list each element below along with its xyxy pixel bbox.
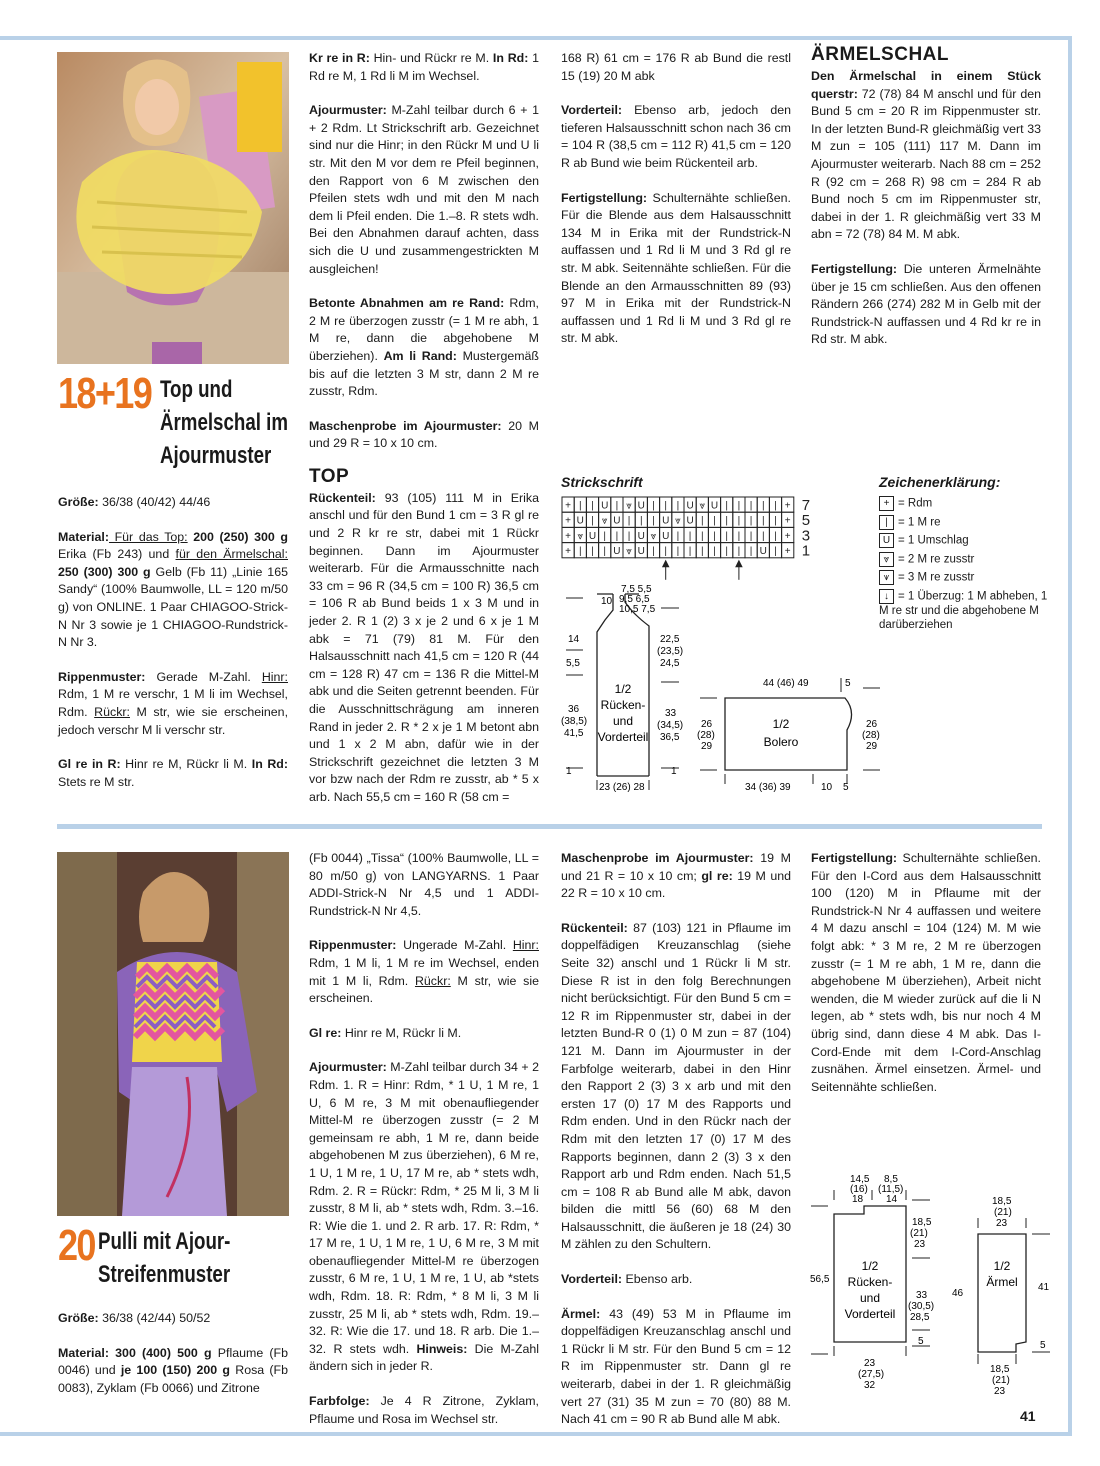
chart-cell-symbol: | <box>700 546 704 558</box>
schema-c-label2: Rücken- <box>847 1275 893 1289</box>
schema-a-right2a: 33 <box>665 708 677 719</box>
schema-d-bottom-r: 5 <box>1040 1340 1046 1351</box>
chart-cell-symbol: | <box>749 500 753 512</box>
p2-maschenprobe-text: 19 M und 21 R = 10 x 10 cm; <box>561 851 791 883</box>
chart-cell-symbol: | <box>603 530 607 542</box>
p2-material-text: Rosa (Fb 0083), Zyklam (Fb 0066) und Zitrone <box>58 1363 288 1395</box>
pattern2-col3 <box>561 850 791 1429</box>
schema-d-top-c: 23 <box>996 1218 1008 1229</box>
schema-d-label1: 1/2 <box>993 1259 1011 1273</box>
legend-item <box>879 515 1049 530</box>
p2-maschenprobe-glre: gl re: <box>701 868 733 883</box>
chart-cell-symbol: | <box>749 530 753 542</box>
glre-label: Gl re in R: <box>58 757 121 772</box>
material-amount: 250 (300) 300 g <box>58 564 151 579</box>
schema-c-right-a: 18,5 <box>912 1217 932 1228</box>
material-text: Für das Top: <box>108 529 188 544</box>
chart-cell-symbol: ⩔ <box>650 530 657 542</box>
p2-rippen-text: Rdm, 1 M li, 1 M re im Wechsel, enden mit 1 M li, Rdm. <box>309 955 539 988</box>
schema-b-bottom-r2: 5 <box>843 782 849 793</box>
schema-b-right-a: 26 <box>866 719 878 730</box>
schema-c-bottom-b: (27,5) <box>858 1369 885 1380</box>
schema-c-label1: 1/2 <box>861 1259 879 1273</box>
legend-text: = Rdm <box>898 497 933 510</box>
pattern2-col4 <box>811 850 1041 1096</box>
legend-item <box>879 570 1049 585</box>
legend-item <box>879 589 1049 632</box>
chart-row-number: 3 <box>801 527 811 545</box>
chart-cell-symbol: | <box>725 515 729 527</box>
schema-d-bottom-a: 18,5 <box>990 1364 1010 1375</box>
schema-c-mid-b: (30,5) <box>908 1301 935 1312</box>
chart-cell-symbol: | <box>700 515 704 527</box>
p2-material-amount: je 100 (150) 200 g <box>120 1363 230 1378</box>
chart-cell-symbol: | <box>627 530 631 542</box>
krre-text: Hin- und Rückr re M. <box>369 51 493 65</box>
schema-d-right: 41 <box>1038 1282 1050 1293</box>
rueckenteil-label: Rückenteil: <box>309 490 376 505</box>
rueckenteil-text: 93 (105) 111 M in Erika anschl und für den Bund 1 cm = 3 R gl re und 2 R kr re str, dabei mit 1 Rückr beginnen. Dann im Ajourmuster weiterarb. Für die Armausschnitte nach 33 cm = 96 R (34,5 cm = 100 R) 36,5 cm = 106 R ab Bund beids 1 x 3 M und in jeder 2. R 1 (2) 3 x je 2 und 6 x je 1 M abk = 71 (79) 81 M. Für den Halsausschnitt nach 41,5 cm = 120 R (44 cm = 128 R) 47 cm = 136 R die Mittel-M abk und die Seiten getrennt beenden. Für die Ausschnittschrägung am inneren Rand in jeder 2. R * 2 x je 1 M betont abn und 1 x 2 M abn, dafür wie in der Strickschrift gezeichnet die letzten 3 M vor bzw nach der Rdm re zusstr, ab * 5 x arb. Nach 55,5 cm = 160 R (58 cm = <box>309 490 539 804</box>
schema-c-bottom-c: 32 <box>864 1380 876 1391</box>
chart-cell-symbol: U <box>710 500 719 512</box>
schema-c-top1b: (16) <box>850 1184 868 1195</box>
section-divider <box>57 824 1042 829</box>
schema-d-bottom-b: (21) <box>992 1375 1010 1386</box>
schema-c-mid-c: 28,5 <box>910 1312 930 1323</box>
chart-cell-symbol: U <box>759 546 767 558</box>
chart-cell-symbol: | <box>749 546 753 558</box>
krre-rd-label: In Rd: <box>492 51 529 65</box>
legend-symbol-icon: ⩛ <box>879 570 894 585</box>
chart-cell-symbol: ⩔ <box>601 515 608 527</box>
schema-c-top1c: 18 <box>852 1194 864 1205</box>
aermelschal-fertig-label: Fertigstellung: <box>811 261 898 276</box>
pattern1-title-line2: Ärmelschal im <box>160 409 288 436</box>
schema-a-right1c: 24,5 <box>660 658 680 669</box>
schema-b-bottom: 34 (36) 39 <box>745 782 791 793</box>
p2-rippen-text: M str, wie sie erscheinen. <box>309 973 540 1006</box>
page-frame-top <box>0 36 1072 40</box>
legend-symbol-icon: + <box>879 496 894 511</box>
chart-cell-symbol: | <box>774 546 777 558</box>
chart-cell-symbol: | <box>761 500 765 512</box>
pattern2-title-line1: Pulli mit Ajour- <box>98 1228 231 1255</box>
groesse-label: Größe: <box>58 495 99 509</box>
ajour-label: Ajourmuster: <box>309 103 387 118</box>
chart-cell-symbol: | <box>725 500 729 512</box>
schema-a-right1b: (23,5) <box>657 646 684 657</box>
schema-d-left: 46 <box>952 1288 964 1299</box>
p2-rueckenteil-text: 87 (103) 121 in Pflaume im doppelfädigen Kreuzanschlag (siehe Seite 32) anschl und 1 Rückr li M str. Diese R ist in den folg Berechnungen nicht berücksichtigt. Für den Bund 5 cm = 12 R im Rippenmuster str, dabei in der letzten Bund-R 0 (1) 0 M zun = 87 (104) 121 M. Dann im Ajourmuster in der Farbfolge weiterarb, dabei in den Hinr den Rapport 2 (3) 3 x arb und mit den ersten 17 (0) 17 M des Rapports und Rdm enden. Und in den Rückr nach der Rdm mit den letzten 17 (0) 17 M des Rapports beginnen, dann 2 (3) 3 x den Rapport arb und Rdm enden. Nach 51,5 cm = 108 R ab Bund alle M abk, davon bilden die mittl 56 (60) 68 M den Halsausschnitt, die äußeren je 18 (24) 30 M zählen zu den Schultern. <box>561 920 791 1252</box>
chart-cell-symbol: ⩔ <box>699 500 706 512</box>
chart-cell-symbol: | <box>603 546 607 558</box>
chart-cell-symbol: U <box>662 530 670 542</box>
chart-cell-symbol: | <box>578 500 582 512</box>
chart-cell-symbol: | <box>749 515 753 527</box>
chart-cell-symbol: | <box>591 515 594 527</box>
schema-a-left3a: 36 <box>568 704 580 715</box>
chart-cell-symbol: | <box>713 530 716 542</box>
material-amount: 200 (250) 300 g <box>187 529 288 544</box>
top-heading: TOP <box>309 465 350 487</box>
schema-c-top2b: (11,5) <box>878 1184 904 1195</box>
schema-c-top2c: 14 <box>886 1194 898 1205</box>
chart-cell-symbol: | <box>761 530 765 542</box>
p2-groesse-value: 36/38 (42/44) 50/52 <box>98 1311 211 1325</box>
schema-a-bottom-left: 1 <box>566 766 572 777</box>
schema-b-label1: 1/2 <box>772 717 790 731</box>
page-frame-bottom <box>0 1432 1072 1436</box>
p2-rippen-rueckr: Rückr: <box>414 973 451 988</box>
p2-vorderteil-label: Vorderteil: <box>561 1272 623 1287</box>
pattern2-col2 <box>309 850 539 1428</box>
chart-cell-symbol: | <box>652 515 655 527</box>
krre-label: Kr re in R: <box>309 51 370 65</box>
betonte-text: Rdm, 2 M re überzogen zusstr (= 1 M re abh, 1 M re, dann die abgehobene M überziehen). <box>309 296 540 363</box>
p2-fertigstellung-label: Fertigstellung: <box>811 851 898 865</box>
schema-c-left: 56,5 <box>810 1274 830 1285</box>
p2-vorderteil-text: Ebenso arb. <box>622 1272 693 1287</box>
schema-c-right-c: 23 <box>914 1239 926 1250</box>
legend-title: Zeichenerklärung: <box>879 474 1001 490</box>
schema-c-label4: Vorderteil <box>844 1307 896 1321</box>
fertigstellung-label: Fertigstellung: <box>561 190 648 205</box>
p2-farbfolge-label: Farbfolge: <box>309 1394 370 1409</box>
chart-cell-symbol: | <box>688 546 692 558</box>
p2-ajour-label: Ajourmuster: <box>309 1060 387 1075</box>
chart-cell-symbol: | <box>774 515 777 527</box>
schema-b-left-b: (28) <box>697 730 715 741</box>
pattern1-number: 18+19 <box>58 369 152 418</box>
chart-cell-symbol: | <box>713 515 716 527</box>
chart-cell-symbol: ⩔ <box>626 546 632 558</box>
schema-c-label3: und <box>859 1291 881 1305</box>
schema-a-left2: 5,5 <box>566 658 580 669</box>
legend-text: = 1 M re <box>898 516 941 529</box>
schema-pulli-sleeve <box>946 1192 1056 1398</box>
schema-pulli-body <box>806 1170 946 1398</box>
chart-cell-symbol: U <box>613 546 621 558</box>
rippen-text: M str, wie sie erscheinen, jedoch verschr M li verschr str. <box>58 704 289 737</box>
schema-c-top1a: 14,5 <box>850 1174 870 1185</box>
chart-cell-symbol: | <box>615 500 619 512</box>
p2-maschenprobe-text: 19 M und 22 R = 10 x 10 cm. <box>561 868 791 901</box>
schema-c-mid-a: 33 <box>916 1290 928 1301</box>
chart-cell-symbol: ⩔ <box>577 530 584 542</box>
chart-cell-symbol: + <box>565 530 572 542</box>
schema-c-bottom-r: 5 <box>918 1336 924 1347</box>
betonte-label: Betonte Abnahmen am re Rand: <box>309 296 505 311</box>
chart-cell-symbol: | <box>591 546 594 558</box>
schema-b-bottom-r1: 10 <box>821 782 833 793</box>
chart-cell-symbol: | <box>652 500 655 512</box>
chart-row-number: 1 <box>801 542 811 560</box>
p2-material-text: Pflaume (Fb 0046) und <box>58 1345 288 1378</box>
schema-a-right2c: 36,5 <box>660 732 680 743</box>
material-text: für den Ärmelschal: <box>175 547 289 562</box>
legend-item <box>879 552 1049 567</box>
aermelschal-sub: Den Ärmelschal in einem Stück querstr: <box>811 69 1041 101</box>
maschenprobe-label: Maschenprobe im Ajourmuster: <box>309 418 502 433</box>
p2-material-label: Material: <box>58 1345 109 1360</box>
legend-text: = 1 Umschlag <box>898 534 969 547</box>
p2-aermel-label: Ärmel: <box>561 1306 601 1321</box>
p2-farbfolge-text: Je 4 R Zitrone, Zyklam, Pflaume und Rosa im Wechsel str. <box>309 1394 539 1426</box>
schema-a-bottom-right: 1 <box>671 766 677 777</box>
schema-c-right-b: (21) <box>910 1228 928 1239</box>
legend-item <box>879 496 1049 511</box>
chart-cell-symbol: + <box>565 515 572 527</box>
pattern2-number: 20 <box>58 1221 95 1270</box>
page-number: 41 <box>1020 1408 1036 1424</box>
rapport-arrowhead-icon <box>736 561 742 567</box>
chart-cell-symbol: U <box>637 530 645 542</box>
rapport-arrowhead-icon <box>663 561 669 567</box>
rippen-text: Gerade M-Zahl. <box>145 669 262 684</box>
pattern1-title-line1: Top und <box>160 376 233 403</box>
schema-a-label3: und <box>612 714 634 728</box>
schema-b-label2: Bolero <box>763 735 799 749</box>
schema-b-top-right: 5 <box>845 678 851 689</box>
chart-cell-symbol: | <box>627 515 631 527</box>
aermelschal-text: 72 (78) 84 M anschl und für den Bund 5 cm = 20 R im Rippenmuster str. In der letzten Bund-R gleichmäßig vert 33 M zun = 105 (111) 117 M. Dann im Ajourmuster weiterarb. Nach 88 cm = 252 R (92 cm = 268 R) 98 cm = 284 R ab Bund noch 5 cm im Rippenmuster str, dabei in der 1. R gleichmäßig vert 33 M abn = 72 (78) 84 M. M abk. <box>811 86 1041 242</box>
chart-cell-symbol: | <box>725 546 729 558</box>
glre-text: Hinr re M, Rückr li M. <box>120 757 252 772</box>
chart-cell-symbol: | <box>676 500 680 512</box>
chart-cell-symbol: | <box>639 515 643 527</box>
material-label: Material: <box>58 529 109 544</box>
schema-d-top-b: (21) <box>994 1207 1012 1218</box>
schema-b-right-b: (28) <box>862 730 880 741</box>
chart-cell-symbol: | <box>664 500 668 512</box>
p2-groesse-label: Größe: <box>58 1311 99 1325</box>
schema-a-right2b: (34,5) <box>657 720 684 731</box>
pattern1-col1 <box>58 494 288 791</box>
p2-hinweis-label: Hinweis: <box>416 1341 468 1356</box>
schema-a-top-nums3: 10,5 7,5 <box>619 604 656 615</box>
schema-b-top: 44 (46) 49 <box>763 678 809 689</box>
legend-symbol-icon: | <box>879 515 894 530</box>
maschenprobe-text: 20 M und 29 R = 10 x 10 cm. <box>309 418 539 451</box>
chart-cell-symbol: + <box>784 515 791 527</box>
chart-cell-symbol: U <box>686 515 694 527</box>
schema-a-left3c: 41,5 <box>564 728 584 739</box>
chart-cell-symbol: | <box>774 530 777 542</box>
legend-symbol-icon: ↓ <box>879 589 894 604</box>
chart-cell-symbol: | <box>713 546 716 558</box>
chart-cell-symbol: U <box>637 546 645 558</box>
chart-cell-symbol: + <box>784 546 791 558</box>
chart-cell-symbol: | <box>737 515 741 527</box>
chart-cell-symbol: + <box>784 530 791 542</box>
pattern1-col4 <box>811 44 1041 349</box>
chart-cell-symbol: | <box>615 530 619 542</box>
chart-cell-symbol: | <box>578 546 582 558</box>
chart-cell-symbol: | <box>737 530 741 542</box>
p2-material-cont: (Fb 0044) „Tissa“ (100% Baumwolle, LL = 80 m/50 g) von LANGYARNS. 1 Paar ADDI-Strick-N Nr 4,5 und 1 ADDI-Rundstrick-N Nr 4,5. <box>309 851 539 918</box>
betonte-li-label: Am li Rand: <box>383 348 457 363</box>
chart-cell-symbol: U <box>686 500 694 512</box>
chart-cell-symbol: U <box>588 530 597 542</box>
page-frame-right <box>1068 36 1072 1436</box>
chart-row-number: 7 <box>801 497 811 514</box>
groesse-value: 36/38 (40/42) 44/46 <box>98 495 211 509</box>
vorderteil-text: Ebenso arb, jedoch den tieferen Halsausschnitt schon nach 36 cm = 104 R (38,5 cm = 112 R) 41,5 cm = 120 R ab Bund wie beim Rückenteil arb. <box>561 103 791 170</box>
chart-cell-symbol: | <box>725 530 729 542</box>
schema-bolero <box>695 672 895 797</box>
p2-hinweis-text: Die M-Zahl ändern sich in jeder R. <box>309 1341 539 1374</box>
schema-b-left-c: 29 <box>701 741 713 752</box>
strickschrift-grid <box>561 494 821 584</box>
legend-text: = 2 M re zusstr <box>898 553 975 566</box>
material-text: Erika (Fb 243) und <box>58 547 176 562</box>
ajour-text: M-Zahl teilbar durch 6 + 1 + 2 Rdm. Lt Strickschrift arb. Gezeichnet sind nur die Hinr; in den Rückr M und U li str. Mit den M vor dem re Pfeil beginnen, den Rapport von 6 M zwischen den Pfeilen stets wdh und mit den M nach dem li Pfeil enden. Die 1.–8. R stets wdh. Bei den Abnahmen darauf achten, dass sich die U und zusammengestrickten M ausgleichen! <box>309 103 539 276</box>
pattern2-col1 <box>58 1310 288 1397</box>
p2-fertigstellung-text: Schulternähte schließen. Für den I-Cord aus dem Halsausschnitt 100 (120) M in Pflaume mit der Rundstrick-N Nr 4 auffassen und weitere 4 M dazu anschl = 104 (124) M. M wie folgt abk: * 3 M re, 2 M re überzogen zusstr (= 1 M re abh, 1 M re, dann die abgehobene M überziehen), Arbeit nicht wenden, die M wieder zurück auf die li N legen, ab * stets wdh, bis nur noch 4 M übrig sind, dann diese 4 M abk. Das I-Cord-Ende mit dem I-Cord-Anschlag zusnähen. Ärmel einsetzen. Ärmel- und Seitennähte schließen. <box>811 851 1041 1094</box>
p2-maschenprobe-label: Maschenprobe im Ajourmuster: <box>561 851 754 865</box>
chart-row-number: 5 <box>801 512 811 530</box>
betonte-text: Mustergemäß bis auf die letzten 3 M str, dann 2 M re zusstr, Rdm. <box>309 348 540 399</box>
chart-cell-symbol: | <box>688 530 692 542</box>
chart-cell-symbol: | <box>737 500 741 512</box>
pattern1-photo <box>57 52 289 364</box>
chart-cell-symbol: U <box>662 515 670 527</box>
strickschrift-title: Strickschrift <box>561 474 643 490</box>
chart-cell-symbol: + <box>565 500 572 512</box>
chart-cell-symbol: + <box>784 500 791 512</box>
schema-b-right-c: 29 <box>866 741 878 752</box>
schema-d-label2: Ärmel <box>986 1275 1018 1289</box>
rippen-label: Rippenmuster: <box>58 669 146 684</box>
rippen-rueckr: Rückr: <box>94 704 130 719</box>
pattern2-photo <box>57 852 289 1216</box>
aermelschal-fertig-text: Die unteren Ärmelnähte über je 15 cm schließen. Aus den offenen Rändern 266 (274) 282 M in Gelb mit der Rundstrick-N auffassen und 4 Rd kr re in Rd str. M abk. <box>811 261 1041 347</box>
schema-b-left-a: 26 <box>701 719 713 730</box>
material-text: Gelb (Fb 11) „Linie 165 Sandy“ (100% Baumwolle, LL = 120 m/50 g) von ONLINE. 1 Paar CHIAGOO-Strick-N Nr 3 sowie je 1 CHIAGOO-Rundstrick-N Nr 3. <box>58 564 288 650</box>
schema-a-right1a: 22,5 <box>660 634 680 645</box>
chart-cell-symbol: | <box>761 515 765 527</box>
chart-cell-symbol: | <box>774 500 777 512</box>
aermelschal-heading: ÄRMELSCHAL <box>811 44 949 65</box>
schema-d-top-a: 18,5 <box>992 1196 1012 1207</box>
fertigstellung-text: Schulternähte schließen. Für die Blende aus dem Halsausschnitt 134 M in Erika mit der Rundstrick-N auffassen und 1 Rd li M und 3 Rd gl re str. M abk. Seitennähte schließen. Für die Blende an den Armausschnitten 89 (93) 97 M in Erika mit der Rundstrick-N auffassen und 1 Rd li M und 3 Rd gl re str. M abk. <box>561 190 791 346</box>
schema-a-label4: Vorderteil <box>597 730 649 744</box>
p2-rippen-text: Ungerade M-Zahl. <box>396 938 513 953</box>
legend-item <box>879 533 1049 548</box>
schema-c-top2a: 8,5 <box>884 1174 898 1185</box>
chart-cell-symbol: | <box>737 546 741 558</box>
p2-rippen-hinr: Hinr: <box>512 938 539 953</box>
schema-a-label2: Rücken- <box>600 698 646 712</box>
chart-cell-symbol: | <box>676 530 680 542</box>
schema-a-label1: 1/2 <box>614 682 632 696</box>
chart-cell-symbol: U <box>601 500 609 512</box>
glre-rd-label: In Rd: <box>251 757 288 772</box>
p2-aermel-text: 43 (49) 53 M in Pflaume im doppelfädigen Kreuzanschlag anschl und 1 Rückr li M str. Für den Bund 5 cm = 12 R im Rippenmuster str. Dann gl re weiterarb, dabei in der 1. R gleichmäßig vert 27 (31) 35 M zun = 70 (80) 88 M. Nach 41 cm = 90 R ab Bund alle M abk. <box>561 1306 791 1427</box>
schema-a-left1: 14 <box>568 634 580 645</box>
p2-glre-text: Hinr re M, Rückr li M. <box>341 1025 462 1040</box>
chart-cell-symbol: ⩔ <box>626 500 632 512</box>
schema-d-bottom-c: 23 <box>994 1386 1006 1397</box>
chart-cell-symbol: | <box>591 500 594 512</box>
schema-c-bottom-a: 23 <box>864 1358 876 1369</box>
chart-cell-symbol: U <box>613 515 621 527</box>
rippen-text: Rdm, 1 M re verschr, 1 M li im Wechsel, Rdm. <box>58 687 288 719</box>
chart-cell-symbol: | <box>652 546 655 558</box>
schema-a-top-nums2: 9,5 6,5 <box>619 594 650 605</box>
schema-a-bottom: 23 (26) 28 <box>599 782 645 793</box>
schema-a-top-nums: 7,5 5,5 <box>621 584 652 595</box>
chart-cell-symbol: ⩔ <box>675 515 681 527</box>
vorderteil-label: Vorderteil: <box>561 103 623 118</box>
schema-a-top-small: 10 <box>601 596 613 607</box>
chart-cell-symbol: | <box>664 546 668 558</box>
p2-rippen-label: Rippenmuster: <box>309 938 397 953</box>
rueckenteil-text-cont: 168 R) 61 cm = 176 R ab Bund die restl 15 (19) 20 M abk <box>561 51 791 83</box>
p2-ajour-text: M-Zahl teilbar durch 34 + 2 Rdm. 1. R = Hinr: Rdm, * 1 U, 1 M re, 1 U, 6 M re, 3 M mit obenaufliegender Mittel-M re überzogen zusstr (= 2 M gemeinsam re abh, 1 M re, dann beide abgehobenen M zus überziehen), 6 M re, 1 U, 1 M re, 1 U, 17 M re, ab * stets wdh, Rdm. 2. R = Rückr: Rdm, * 25 M li, 3 M li zusstr, 8 M li, ab * stets wdh, Rdm. 3.–16. R: Wie die 1. und 2. R arb. 17. R: Rdm, * 17 M re, 1 U, 1 M re, 1 U, 6 M re, 3 M mit obenaufliegender Mittel-M re überzogen zusstr, 6 M re, 1 U, 1 M re, 1 U, ab *stets wdh, Rdm. 18. R: Rdm, * 8 M li, 3 M li zusstr, 25 M li, ab * stets wdh, Rdm. 19.–32. R: Wie die 17. und 18. R arb. Die 1.–32. R stets wdh. <box>309 1060 539 1356</box>
legend-symbol-icon: ⩔ <box>879 552 894 567</box>
pattern1-col3 <box>561 50 791 348</box>
chart-cell-symbol: + <box>565 546 572 558</box>
chart-cell-symbol: | <box>700 530 704 542</box>
chart-cell-symbol: U <box>576 515 584 527</box>
chart-cell-symbol: U <box>637 500 645 512</box>
legend-text: = 3 M re zusstr <box>898 571 975 584</box>
krre-text: 1 Rd re M, 1 Rd li M im Wechsel. <box>309 51 539 83</box>
pattern1-col2 <box>309 50 539 807</box>
pattern1-title-line3: Ajourmuster <box>160 442 272 469</box>
legend-text: = 1 Überzug: 1 M abheben, 1 M re str und die abgehobene M darüberziehen <box>879 590 1048 631</box>
glre-text: Stets re M str. <box>58 774 135 789</box>
rippen-hinr: Hinr: <box>261 669 288 684</box>
pattern2-title-line2: Streifenmuster <box>98 1261 231 1288</box>
p2-material-amount: 300 (400) 500 g <box>108 1345 212 1360</box>
legend-symbol-icon: U <box>879 533 894 548</box>
p2-glre-label: Gl re: <box>309 1025 342 1040</box>
schema-a-left3b: (38,5) <box>561 716 588 727</box>
chart-cell-symbol: | <box>676 546 680 558</box>
p2-rueckenteil-label: Rückenteil: <box>561 920 628 935</box>
